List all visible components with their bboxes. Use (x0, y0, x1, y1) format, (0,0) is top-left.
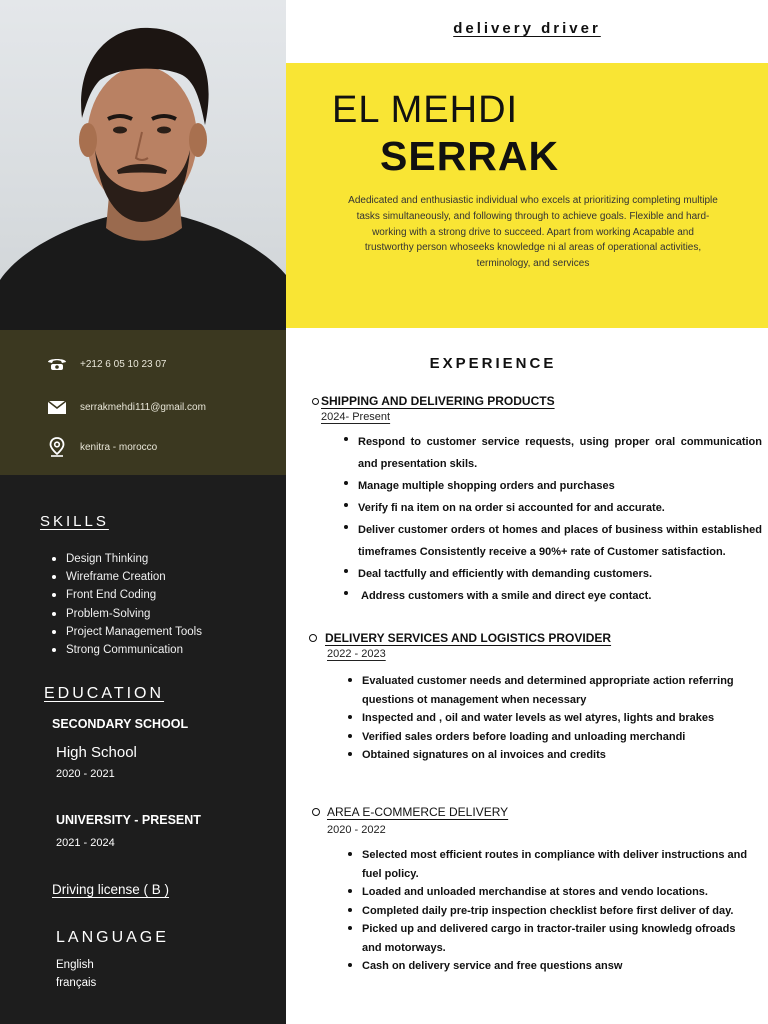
phone-text: +212 6 05 10 23 07 (80, 358, 167, 370)
job-2-bullets (346, 672, 756, 765)
skill-item: Wireframe Creation (52, 568, 202, 586)
language-item: français (56, 977, 97, 989)
job-3-bullet: Selected most efficient routes in compliance with deliver instructions and fuel policy. (346, 846, 756, 883)
circle-icon (312, 808, 320, 816)
education-title: EDUCATION (44, 685, 165, 702)
edu-school-1: SECONDARY SCHOOL (52, 717, 189, 731)
left-dark-panel (0, 475, 286, 1024)
job-1-bullets (342, 431, 762, 607)
circle-icon (312, 398, 319, 405)
job-1-title-row (312, 394, 555, 408)
experience-title: EXPERIENCE (429, 355, 557, 372)
job-3-bullets (346, 846, 756, 976)
contact-panel (0, 330, 286, 475)
job-1-bullet: Deal tactfully and efficiently with demanding customers. (342, 563, 762, 585)
job-3-bullet: Cash on delivery service and free questions answ (346, 957, 756, 976)
edu-school-1-dates: 2020 - 2021 (56, 768, 115, 780)
skills-title: SKILLS (40, 513, 109, 530)
language-title: LANGUAGE (56, 929, 169, 946)
job-1-bullet: Respond to customer service requests, using proper oral communication and presentation skils. (342, 431, 762, 475)
skill-item: Front End Coding (52, 586, 202, 604)
job-3-dates: 2020 - 2022 (327, 824, 386, 836)
email-text: serrakmehdi111@gmail.com (80, 401, 206, 413)
job-1-bullet: Manage multiple shopping orders and purchases (342, 475, 762, 497)
job-2-dates: 2022 - 2023 (327, 648, 386, 660)
skill-item: Problem-Solving (52, 605, 202, 623)
contact-phone[interactable] (46, 355, 166, 373)
driving-license: Driving license ( B ) (52, 882, 170, 897)
mail-icon (46, 398, 68, 416)
job-1-title: SHIPPING AND DELIVERING PRODUCTS (321, 394, 555, 408)
phone-icon (46, 355, 68, 373)
edu-school-2: UNIVERSITY - PRESENT (56, 813, 201, 827)
job-2-bullet: Inspected and , oil and water levels as wel atyres, lights and brakes (346, 709, 756, 728)
job-2-title-row (309, 631, 611, 645)
location-text: kenitra - morocco (80, 441, 158, 453)
skill-item: Strong Communication (52, 641, 202, 659)
edu-school-1-level: High School (56, 744, 137, 761)
job-3-title: AREA E-COMMERCE DELIVERY (327, 805, 509, 819)
skills-list (52, 550, 202, 659)
job-3-bullet: Loaded and unloaded merchandise at stores and vendo locations. (346, 883, 756, 902)
contact-email[interactable] (46, 398, 206, 416)
first-name: EL MEHDI (332, 89, 519, 131)
edu-school-2-dates: 2021 - 2024 (56, 837, 115, 849)
last-name: SERRAK (380, 133, 560, 179)
job-1-bullet: Verify fi na item on na order si accounted for and accurate. (342, 497, 762, 519)
job-3-title-row (312, 805, 508, 819)
profile-summary: Adedicated and enthusiastic individual who excels at prioritizing completing multiple tasks simultaneously, and following through to achieve goals. Flexible and hard-working with a strong drive to succeed. Apart from working Acapable and trustworthy person whoseeks knowledge ni al areas of operational activities, terminology, and services (348, 195, 718, 270)
skill-item: Project Management Tools (52, 623, 202, 641)
portrait-image (0, 0, 286, 330)
job-title: delivery driver (453, 20, 601, 37)
circle-icon (309, 634, 317, 642)
location-pin-icon (46, 438, 68, 456)
job-2-title: DELIVERY SERVICES AND LOGISTICS PROVIDER (325, 631, 612, 645)
header-banner (286, 63, 768, 328)
contact-location[interactable] (46, 438, 157, 456)
job-2-bullet: Evaluated customer needs and determined appropriate action referring questions ot management when necessary (346, 672, 756, 709)
job-2-bullet: Obtained signatures on al invoices and credits (346, 746, 756, 765)
job-2-bullet: Verified sales orders before loading and unloading merchandi (346, 728, 756, 747)
job-1-bullet: Deliver customer orders ot homes and places of business within established timeframes Consistently receive a 90%+ rate of Customer satisfaction. (342, 519, 762, 563)
skill-item: Design Thinking (52, 550, 202, 568)
job-1-dates: 2024- Present (321, 411, 391, 423)
job-3-bullet: Completed daily pre-trip inspection checklist before first deliver of day. (346, 902, 756, 921)
language-item: English (56, 959, 94, 971)
profile-photo (0, 0, 286, 330)
job-3-bullet: Picked up and delivered cargo in tractor-trailer using knowledg ofroads and motorways. (346, 920, 756, 957)
job-1-bullet: Address customers with a smile and direct eye contact. (342, 585, 762, 607)
